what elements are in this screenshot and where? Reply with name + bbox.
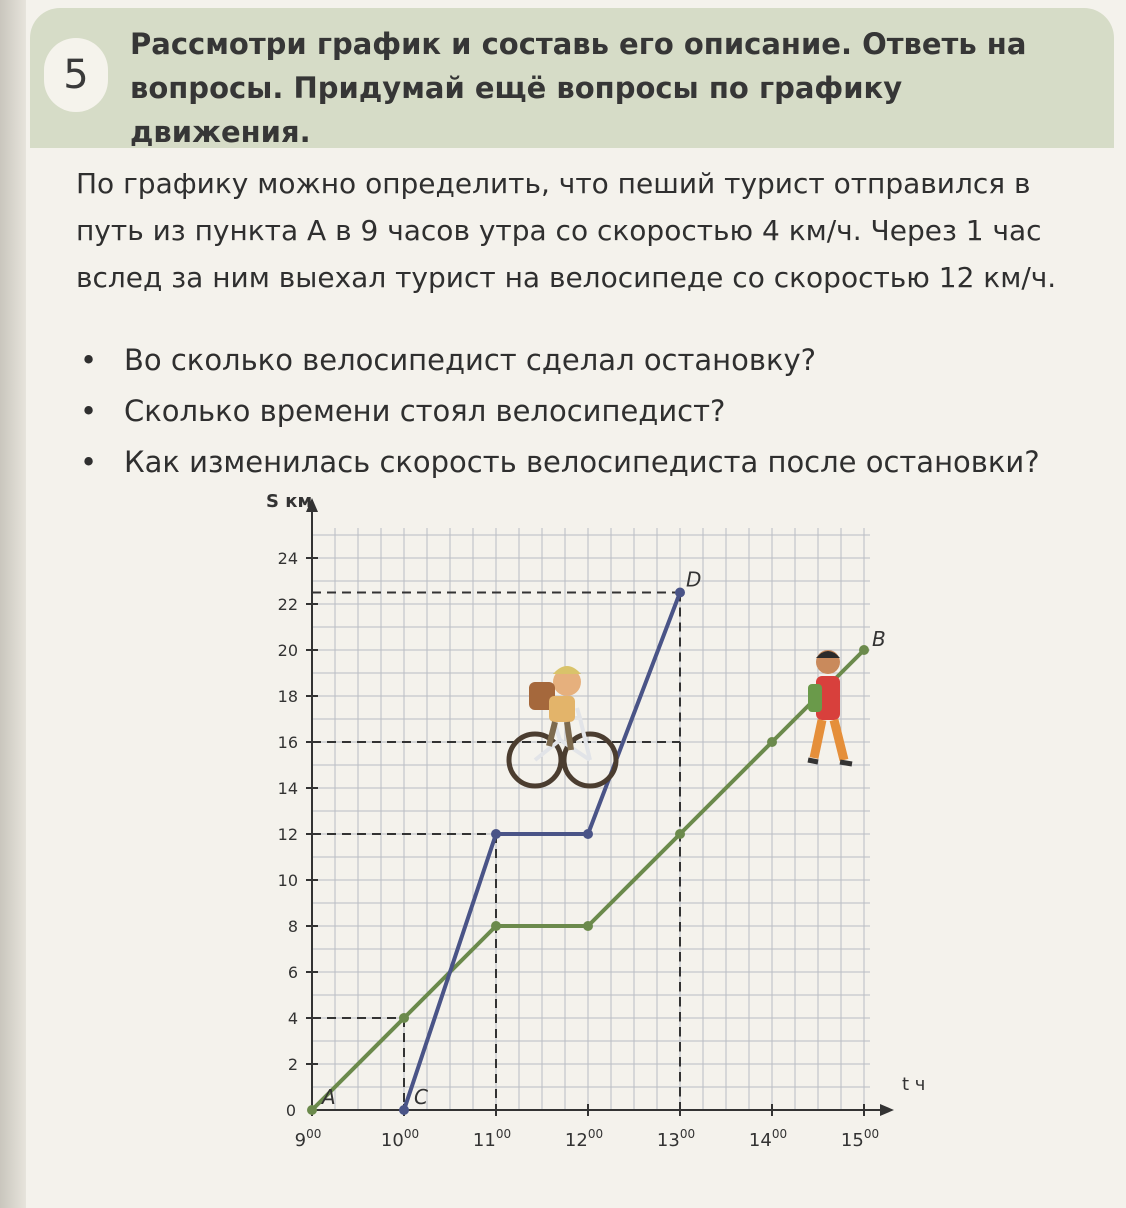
cyclist-graph-point [399,1105,409,1115]
boy-legs [814,720,844,760]
y-tick-label: 18 [277,687,298,706]
chart-labels [266,491,925,1151]
y-tick-label: 6 [287,963,298,982]
origin-label: 0 [285,1101,296,1120]
walker-graph-point [583,921,593,931]
x-tick-label: $11^{00}$ [472,1127,512,1151]
y-tick-label: 16 [277,733,298,752]
y-tick-label: 12 [277,825,298,844]
y-tick-label: 10 [277,871,298,890]
x-axis-label: t ч [902,1074,926,1095]
walker-graph-point [859,645,869,655]
y-tick-label: 8 [287,917,298,936]
cyclist-graph-point [491,829,501,839]
task-title: Рассмотри график и составь его описание. Ответь на вопросы. Придумай ещё вопросы по графику движения. [130,27,1027,149]
x-tick-label: $12^{00}$ [564,1127,604,1151]
boy-hair [816,651,840,658]
boy-shoes [808,760,852,764]
y-tick-label: 14 [277,779,298,798]
cyclist-helmet [553,666,581,674]
point-label-a: A [322,1085,336,1109]
chart-grid [312,528,870,1110]
y-axis-label: S км [266,491,313,512]
question-item: • Во сколько велосипедист сделал остановку? [76,335,1086,386]
y-tick-label: 2 [287,1055,298,1074]
task-description: По графику можно определить, что пеший турист отправился в путь из пункта А в 9 часов утра со скоростью 4 км/ч. Через 1 час вслед за ним выехал турист на велосипеде со скоростью 12 км/ч. [76,167,1057,294]
cyclist-shirt [549,696,575,722]
x-axis-arrow [880,1104,894,1116]
boy-backpack [808,684,822,712]
y-tick-label: 22 [277,595,298,614]
cyclist-graph-point [583,829,593,839]
question-item: • Сколько времени стоял велосипедист? [76,386,1086,437]
walker-graph-point [399,1013,409,1023]
task-number: 5 [63,52,89,98]
y-tick-label: 4 [287,1009,298,1028]
x-tick-label: $10^{00}$ [380,1127,420,1151]
walker-graph-point [767,737,777,747]
x-tick-label: $15^{00}$ [840,1127,880,1151]
y-tick-label: 20 [277,641,298,660]
y-tick-label: 24 [277,549,298,568]
x-tick-label: $14^{00}$ [748,1127,788,1151]
cyclist-illustration [509,666,616,786]
walker-graph-point [675,829,685,839]
point-label-c: C [414,1085,428,1109]
cyclist-graph-point [675,588,685,598]
point-label-d: D [686,567,702,592]
walker-graph-point [307,1105,317,1115]
point-label-b: B [872,627,886,651]
x-tick-label: $13^{00}$ [656,1127,696,1151]
question-item: • Как изменилась скорость велосипедиста после остановки? [76,437,1086,488]
x-tick-label: $9^{00}$ [294,1127,322,1151]
walker-graph-point [491,921,501,931]
